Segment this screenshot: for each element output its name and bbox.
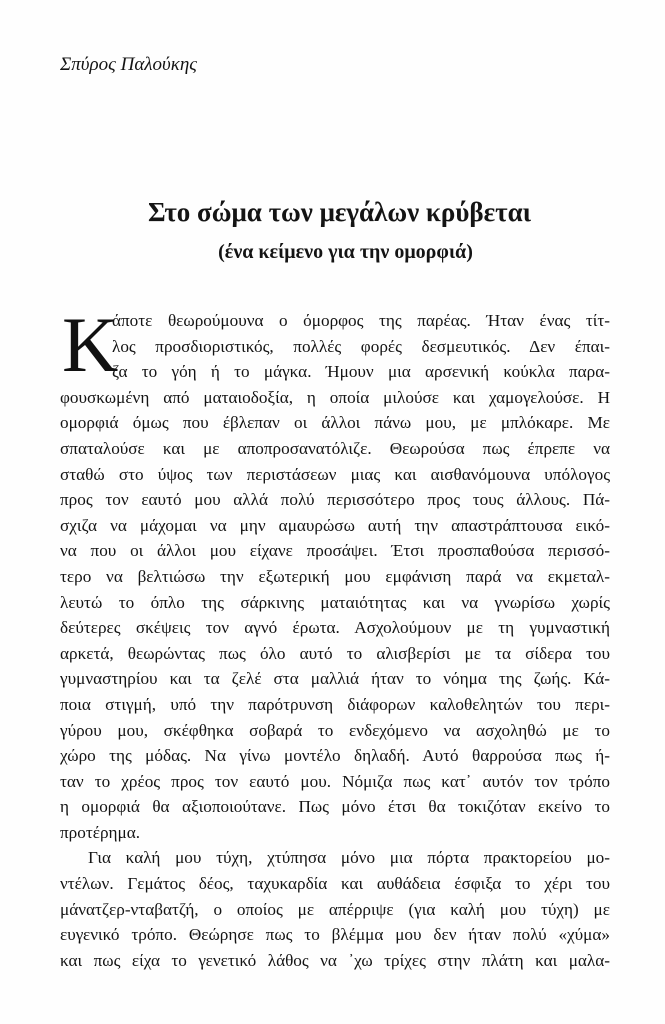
text-line: να που οι άλλοι μου είχανε προσάψει. Έτσι προσπαθούσα περισσό- xyxy=(60,541,610,561)
text-line: γυμναστηρίου και τα ζελέ στα μαλλιά ήταν το νόημα της ζωής. Κά- xyxy=(60,669,610,689)
text-line: λευτώ το όπλο της σάρκινης ματαιότητας και να γνωρίσω χωρίς xyxy=(60,592,610,612)
text-line: λος προσδιοριστικός, πολλές φορές δεσμευτικός. Δεν έπαι- xyxy=(112,336,610,356)
text-line: ποια στιγμή, υπό την παρότρυνση διάφορων καλοθελητών του περι- xyxy=(60,694,610,714)
text-line: ευγενικό τρόπο. Θεώρησε πως το βλέμμα μου δεν ήταν πολύ «χύμα» xyxy=(60,925,610,945)
text-line: ζα το γόη ή το μάγκα. Ήμουν μια αρσενική κούκλα παρα- xyxy=(112,362,610,382)
text-line: φουσκωμένη από ματαιοδοξία, η οποία μιλούσε και χαμογελούσε. Η xyxy=(60,387,610,407)
drop-cap: Κ xyxy=(62,301,119,388)
text-line: σταθώ στο ύψος των περιστάσεων μιας και αισθανόμουνα υπόλογος xyxy=(60,464,610,484)
text-line: γύρου μου, σκέφθηκα σοβαρά το ενδεχόμενο να ασχοληθώ με το xyxy=(60,720,610,740)
paragraph-1 xyxy=(60,301,610,845)
text-line: ομορφιά όμως που έβλεπαν οι άλλοι πάνω μου, με μπλόκαρε. Με xyxy=(60,413,610,433)
paragraph-2 xyxy=(60,845,610,973)
chapter-subtitle: (ένα κείμενο για την ομορφιά) xyxy=(218,241,473,263)
text-line: τερο να βελτιώσω την εξωτερική μου εμφάνιση παρά να εκμεταλ- xyxy=(60,566,610,586)
text-line: χώρο της μόδας. Να γίνω μοντέλο δηλαδή. Αυτό θαρρούσα πως ή- xyxy=(60,746,610,766)
text-line: η ομορφιά θα αξιοποιούτανε. Πως μόνο έτσι θα τοκιζόταν εκείνο το xyxy=(60,797,610,817)
text-line: προτέρημα. xyxy=(60,822,141,842)
text-line: και πως είχα το γενετικό λάθος να ᾽χω τρίχες στην πλάτη και μαλα- xyxy=(60,950,610,970)
text-line: σπαταλούσε και με αποπροσανατόλιζε. Θεωρούσα πως έπρεπε να xyxy=(60,438,610,458)
text-line: ντέλων. Γεμάτος δέος, ταχυκαρδία και αυθάδεια έσφιξα το χέρι του xyxy=(60,874,610,894)
text-line: δεύτερες σκέψεις τον αγνό έρωτα. Ασχολούμουν με τη γυμναστική xyxy=(60,618,610,638)
body-text xyxy=(60,301,610,973)
text-line: σχιζα να μάχομαι να μην αμαυρώσω αυτή την απαστράπτουσα εικό- xyxy=(60,515,610,535)
running-head-author: Σπύρος Παλούκης xyxy=(60,54,198,75)
text-line: Για καλή μου τύχη, χτύπησα μόνο μια πόρτα πρακτορείου μο- xyxy=(88,848,610,868)
text-line: άποτε θεωρούμουνα ο όμορφος της παρέας. Ήταν ένας τίτ- xyxy=(112,311,610,330)
text-line: μάνατζερ-νταβατζή, ο οποίος με απέρριψε (για καλή μου τύχη) με xyxy=(60,899,610,919)
chapter-title: Στο σώμα των μεγάλων κρύβεται xyxy=(147,197,532,227)
text-line: ταν το χρέος προς τον εαυτό μου. Νόμιζα πως κατ᾽ αυτόν τον τρόπο xyxy=(60,771,610,791)
text-line: αρκετά, θεωρώντας πως όλο αυτό το αλισβερίσι με τα σίδερα του xyxy=(60,643,610,663)
text-line: προς τον εαυτό μου αλλά πολύ περισσότερο προς τους άλλους. Πά- xyxy=(60,490,610,510)
